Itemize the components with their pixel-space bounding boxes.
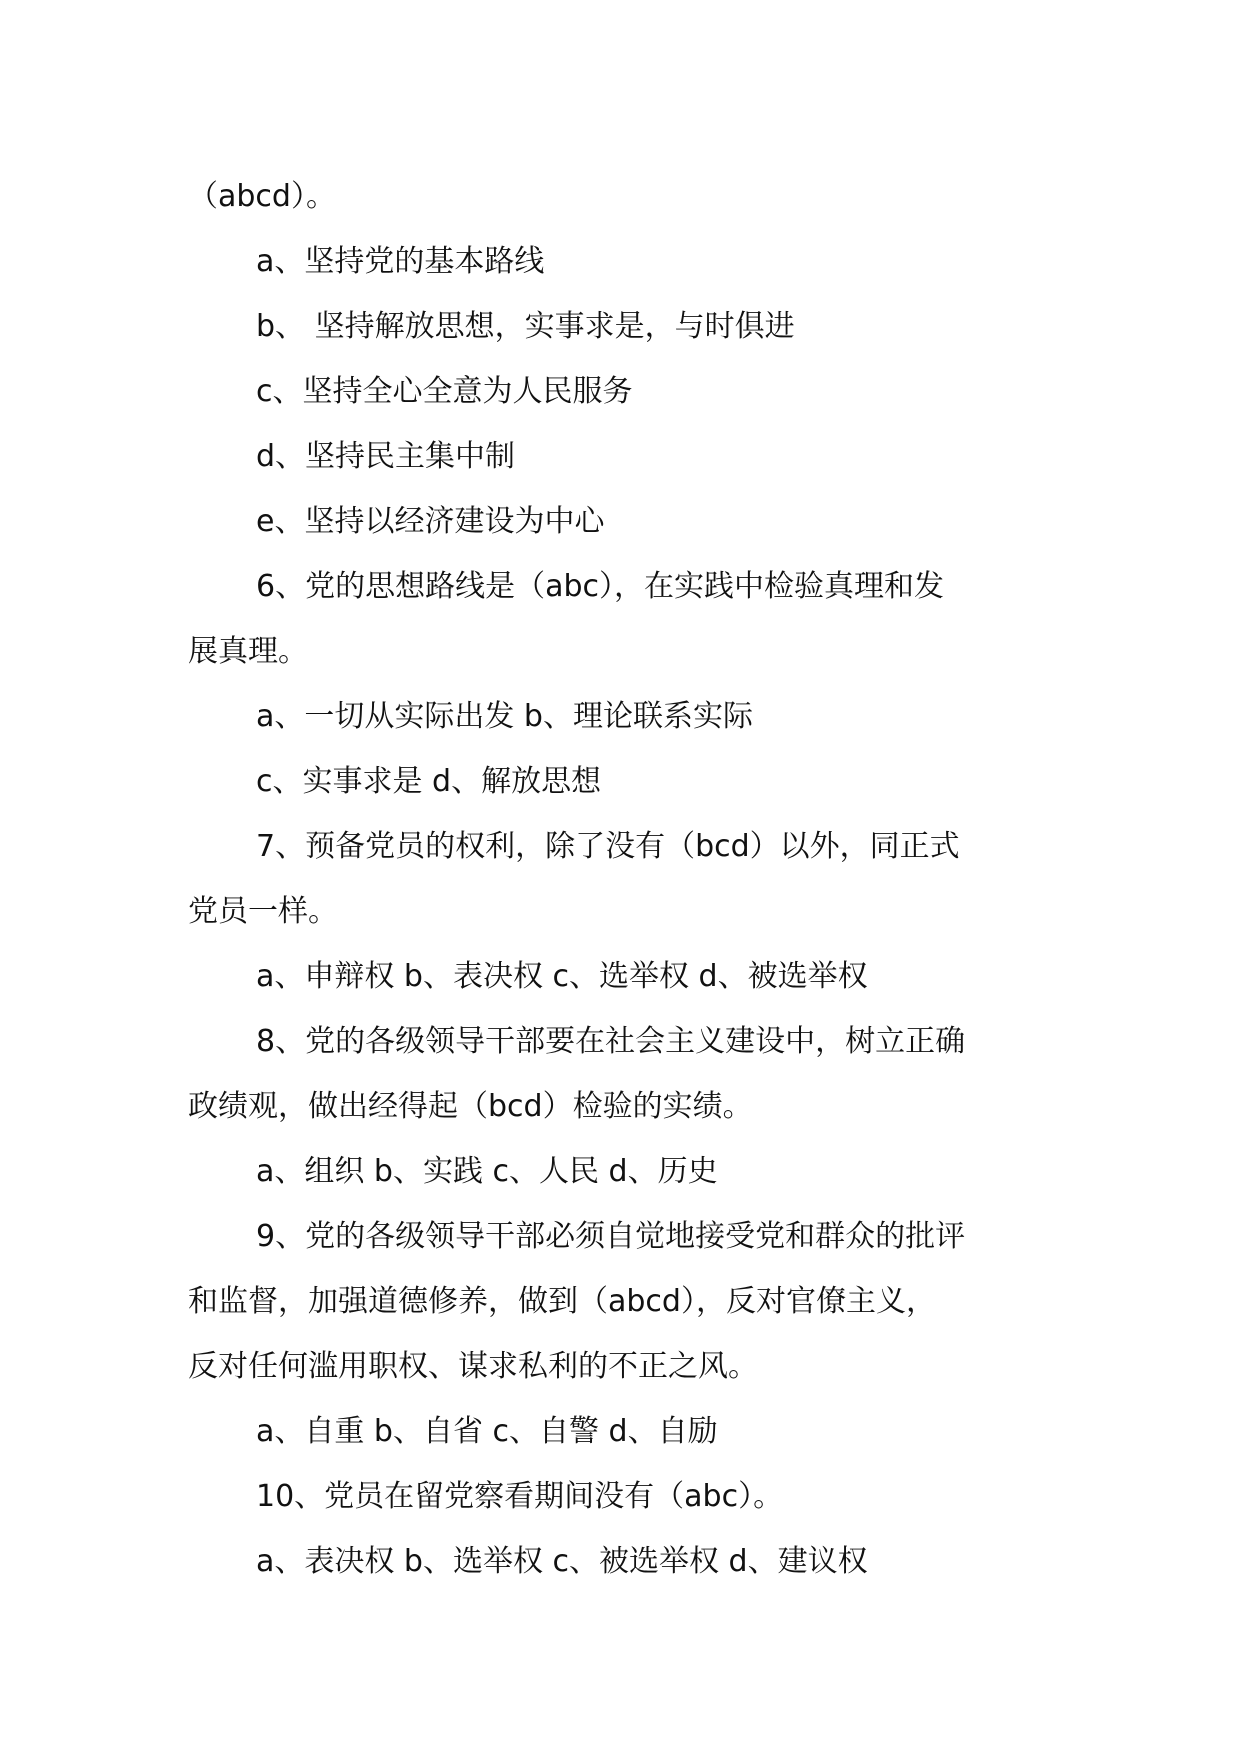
text-line: a、一切从实际出发 b、理论联系实际 [256,699,753,734]
text-line: 展真理。 [188,634,308,669]
text-line: a、坚持党的基本路线 [256,244,545,279]
text-line: d、坚持民主集中制 [256,439,516,474]
text-line: （abcd）。 [188,179,336,214]
text-line: a、申辩权 b、表决权 c、选举权 d、被选举权 [256,959,868,994]
text-line: 党员一样。 [188,894,338,929]
document-body [188,164,1058,1594]
text-line: e、坚持以经济建设为中心 [256,504,605,539]
text-line: 反对任何滥用职权、谋求私利的不正之风。 [188,1349,758,1384]
text-line: c、实事求是 d、解放思想 [256,764,602,799]
text-line: 和监督，加强道德修养，做到（abcd），反对官僚主义， [188,1284,936,1319]
text-line: 8、党的各级领导干部要在社会主义建设中，树立正确 [256,1024,966,1059]
text-line: a、表决权 b、选举权 c、被选举权 d、建议权 [256,1544,868,1579]
text-line: a、组织 b、实践 c、人民 d、历史 [256,1154,718,1189]
text-line: 9、党的各级领导干部必须自觉地接受党和群众的批评 [256,1219,966,1254]
text-line: c、坚持全心全意为人民服务 [256,374,633,409]
text-line: b、 坚持解放思想，实事求是，与时俱进 [256,309,795,344]
text-line: 10、党员在留党察看期间没有（abc）。 [256,1479,784,1514]
text-line: 7、预备党员的权利，除了没有（bcd）以外，同正式 [256,829,960,864]
text-line: 政绩观，做出经得起（bcd）检验的实绩。 [188,1089,753,1124]
text-line: a、自重 b、自省 c、自警 d、自励 [256,1414,718,1449]
text-line: 6、党的思想路线是（abc），在实践中检验真理和发 [256,569,945,604]
